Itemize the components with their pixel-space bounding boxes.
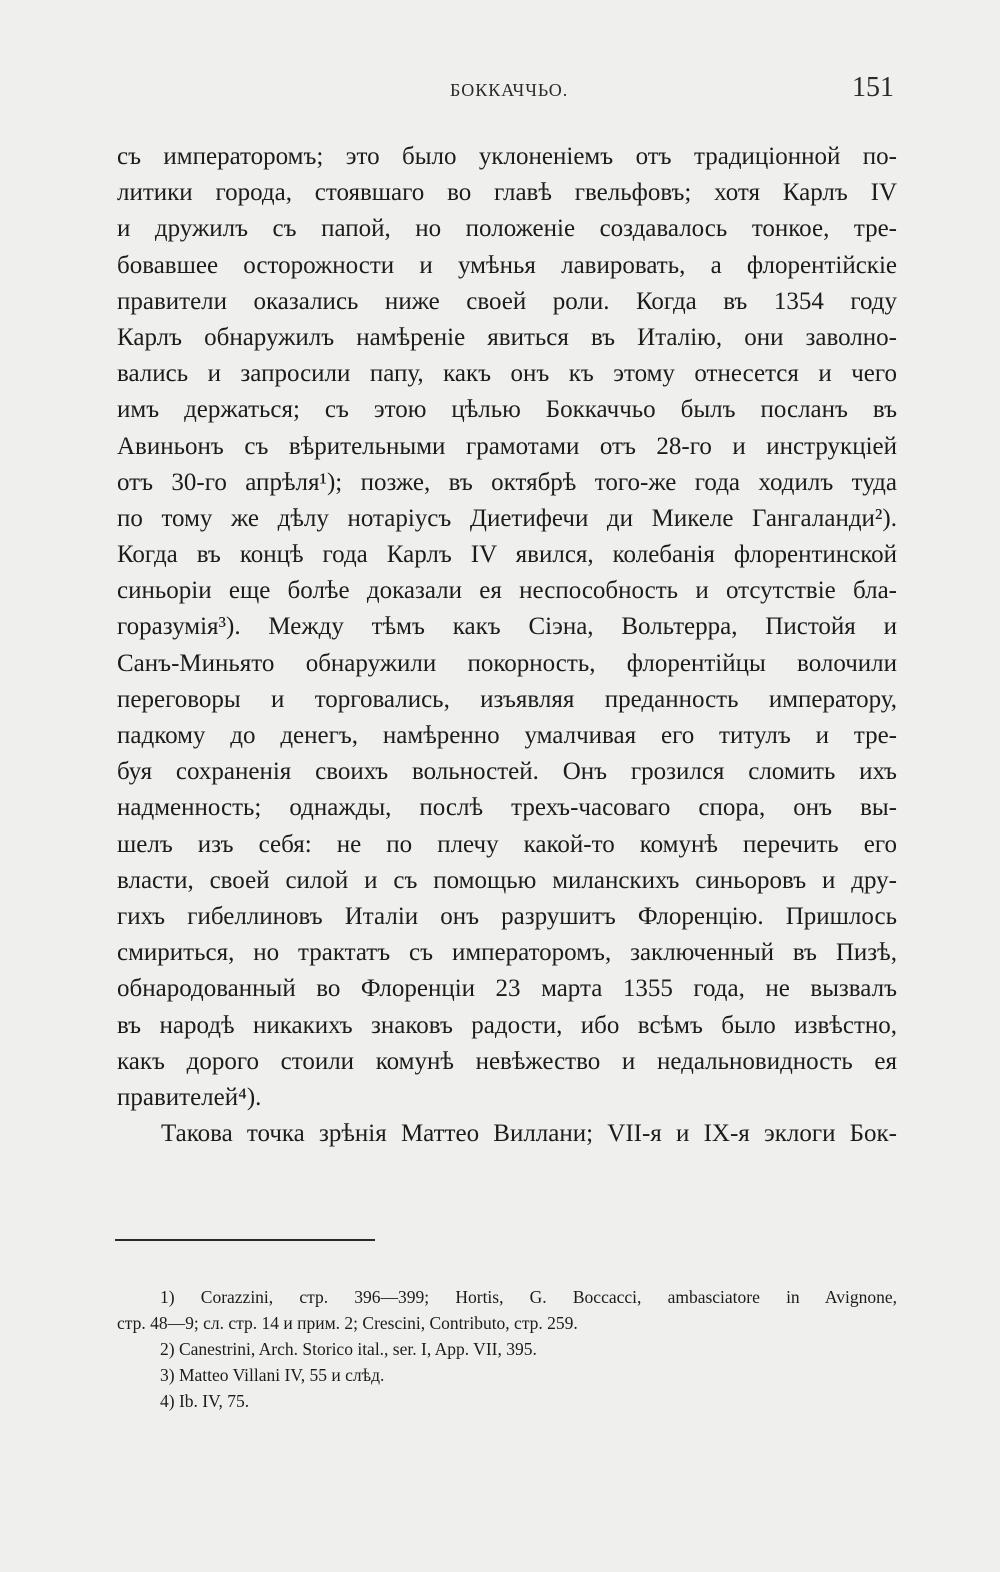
text-line: и дружилъ съ папой, но положеніе создавалось тонкое, тре- [117, 215, 897, 243]
text-line: падкому до денегъ, намѣренно умалчивая его титулъ и тре- [117, 722, 897, 749]
running-title: БОККАЧЧЬО. [450, 80, 569, 100]
text-line: какъ дорого стоили комунѣ невѣжество и недальновидность ея [117, 1047, 897, 1075]
text-line: правителей⁴). [117, 1083, 262, 1111]
text-line: надменность; однажды, послѣ трехъ-часоваго спора, онъ вы- [117, 794, 897, 822]
text-line: обнародованный во Флоренціи 23 марта 1355 года, не вызвалъ [117, 975, 897, 1003]
text-line: вались и запросили папу, какъ онъ къ этому отнесется и чего [117, 360, 897, 388]
text-line: синьоріи еще болѣе доказали ея неспособность и отсутствіе бла- [117, 577, 897, 605]
running-head [0, 72, 1000, 112]
text-line: смириться, но трактатъ съ императоромъ, заключенный въ Пизѣ, [117, 939, 897, 967]
text-line: власти, своей силой и съ помощью миланскихъ синьоровъ и дру- [117, 866, 897, 894]
text-line: Когда въ концѣ года Карлъ IV явился, колебанія флорентинской [117, 541, 897, 569]
text-line: отъ 30-го апрѣля¹); позже, въ октябрѣ того-же года ходилъ туда [117, 468, 897, 496]
main-text [117, 139, 897, 1152]
footnote-1-continuation: стр. 48—9; сл. стр. 14 и прим. 2; Crescini, Contributo, стр. 259. [117, 1313, 578, 1333]
text-line: Авиньонъ съ вѣрительными грамотами отъ 28-го и инструкціей [117, 432, 897, 460]
text-line: литики города, стоявшаго во главѣ гвельфовъ; хотя Карлъ IV [117, 179, 897, 207]
text-line: имъ держаться; съ этою цѣлью Боккаччьо былъ посланъ въ [117, 396, 897, 424]
text-line: Карлъ обнаружилъ намѣреніе явиться въ Италію, они заволно- [117, 323, 897, 351]
text-line: горазумія³). Между тѣмъ какъ Сіэна, Вольтерра, Пистойя и [117, 613, 897, 641]
text-line: переговоры и торговались, изъявляя преданность императору, [117, 685, 897, 713]
text-line: по тому же дѣлу нотаріусъ Диетифечи ди Микеле Гангаланди²). [117, 504, 897, 532]
footnotes [117, 1284, 897, 1414]
footnote-separator [115, 1239, 375, 1241]
text-line: шелъ изъ себя: не по плечу какой-то комунѣ перечить его [117, 830, 897, 858]
page-number: 151 [852, 72, 894, 103]
text-line: правители оказались ниже своей роли. Когда въ 1354 году [117, 287, 897, 315]
footnote-4: 4) Ib. IV, 75. [160, 1391, 250, 1411]
text-line: въ народѣ никакихъ знаковъ радости, ибо всѣмъ было извѣстно, [117, 1011, 897, 1039]
paragraph-start-line: Такова точка зрѣнія Маттео Виллани; VII-я и IX-я эклоги Бок- [161, 1120, 897, 1148]
text-line: Санъ-Миньято обнаружили покорность, флорентійцы волочили [117, 649, 897, 677]
footnote-1: 1) Corazzini, стр. 396—399; Hortis, G. Boccacci, ambasciatore in Avignone, [160, 1287, 897, 1307]
footnote-3: 3) Matteo Villani IV, 55 и слѣд. [160, 1365, 385, 1385]
text-line: бовавшее осторожности и умѣнья лавировать, а флорентійскіе [117, 251, 897, 279]
footnote-2: 2) Canestrini, Arch. Storico ital., ser. I, App. VII, 395. [160, 1339, 537, 1359]
text-line: гихъ гибеллиновъ Италіи онъ разрушитъ Флоренцію. Пришлось [117, 902, 897, 930]
text-line: съ императоромъ; это было уклоненіемъ отъ традиціонной по- [117, 143, 897, 170]
text-line: буя сохраненія своихъ вольностей. Онъ грозился сломить ихъ [117, 758, 897, 786]
